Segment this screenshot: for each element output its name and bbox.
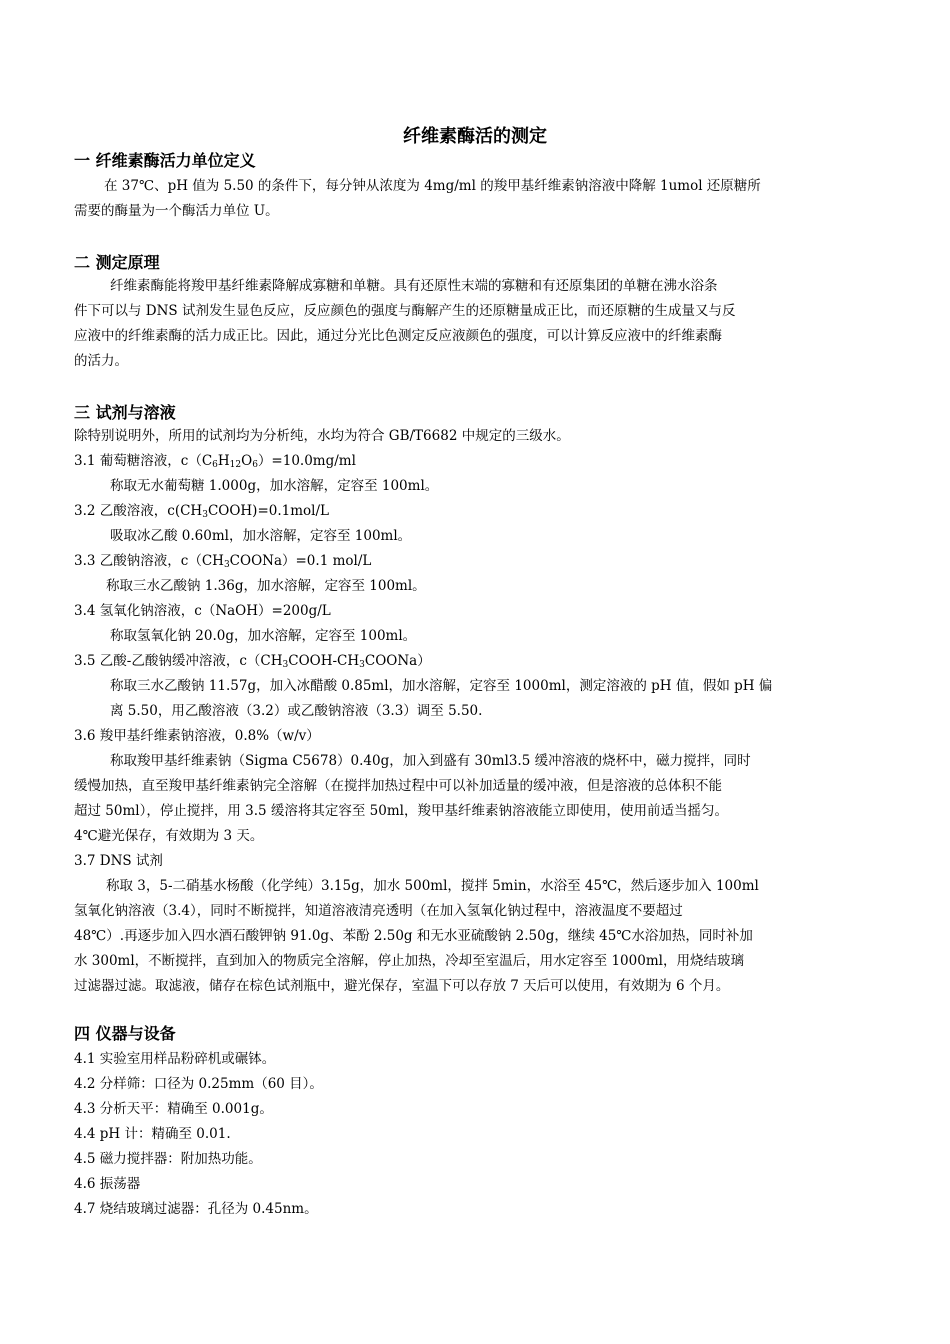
equipment-item: 4.3 分析天平：精确至 0.001g。	[74, 1101, 273, 1117]
equipment-item: 4.6 振荡器	[74, 1176, 141, 1192]
s1-line-2: 需要的酶量为一个酶活力单位 U。	[74, 203, 279, 219]
reagent-3-4-desc: 称取氢氧化钠 20.0g，加水溶解，定容至 100ml。	[110, 628, 417, 644]
section-1-heading: 一 纤维素酶活力单位定义	[74, 151, 256, 170]
reagent-3-6-desc-3: 超过 50ml），停止搅拌，用 3.5 缓溶将其定容至 50ml，羧甲基纤维素钠溶液能立即使用，使用前适当摇匀。	[74, 803, 728, 819]
reagent-3-5-desc-2: 离 5.50，用乙酸溶液（3.2）或乙酸钠溶液（3.3）调至 5.50.	[110, 703, 483, 719]
reagent-3-6-desc-2: 缓慢加热，直至羧甲基纤维素钠完全溶解（在搅拌加热过程中可以补加适量的缓冲液，但是溶液的总体积不能	[74, 778, 722, 794]
s3-intro: 除特别说明外，所用的试剂均为分析纯，水均为符合 GB/T6682 中规定的三级水。	[74, 428, 570, 444]
equipment-item: 4.5 磁力搅拌器：附加热功能。	[74, 1151, 262, 1167]
reagent-3-7-desc-1: 称取 3，5-二硝基水杨酸（化学纯）3.15g，加水 500ml，搅拌 5min，水浴至 45℃，然后逐步加入 100ml	[106, 878, 759, 894]
s2-line-3: 应液中的纤维素酶的活力成正比。因此，通过分光比色测定反应液颜色的强度，可以计算反应液中的纤维素酶	[74, 328, 722, 344]
reagent-3-7-desc-2: 氢氧化钠溶液（3.4），同时不断搅拌，知道溶液清亮透明（在加入氢氧化钠过程中，溶液温度不要超过	[74, 903, 683, 919]
reagent-3-6: 3.6 羧甲基纤维素钠溶液，0.8%（w/v）	[74, 728, 320, 744]
reagent-3-2-desc: 吸取冰乙酸 0.60ml，加水溶解，定容至 100ml。	[110, 528, 412, 544]
section-4-heading: 四 仪器与设备	[74, 1024, 176, 1043]
reagent-3-6-desc-1: 称取羧甲基纤维素钠（Sigma C5678）0.40g，加入到盛有 30ml3.5 缓冲溶液的烧杯中，磁力搅拌，同时	[110, 753, 751, 769]
section-3-heading: 三 试剂与溶液	[74, 403, 176, 422]
document-title: 纤维素酶活的测定	[403, 126, 547, 147]
equipment-item: 4.7 烧结玻璃过滤器：孔径为 0.45nm。	[74, 1201, 318, 1217]
reagent-3-7-desc-3: 48℃）.再逐步加入四水酒石酸钾钠 91.0g、苯酚 2.50g 和无水亚硫酸钠 2.50g，继续 45℃水浴加热，同时补加	[74, 928, 753, 944]
reagent-3-3-desc: 称取三水乙酸钠 1.36g，加水溶解，定容至 100ml。	[106, 578, 426, 594]
section-2-heading: 二 测定原理	[74, 253, 160, 272]
reagent-3-7: 3.7 DNS 试剂	[74, 853, 163, 869]
reagent-3-1-desc: 称取无水葡萄糖 1.000g，加水溶解，定容至 100ml。	[110, 478, 439, 494]
reagent-3-5: 3.5 乙酸-乙酸钠缓冲溶液，$c(CH_3COOH-CH_3COONa)$	[74, 653, 431, 670]
reagent-3-4: 3.4 氢氧化钠溶液，c（NaOH）=200g/L	[74, 603, 331, 619]
s1-line-1: 在 37℃、pH 值为 5.50 的条件下，每分钟从浓度为 4mg/ml 的羧甲基纤维素钠溶液中降解 1umol 还原糖所	[104, 178, 761, 194]
equipment-item: 4.2 分样筛：口径为 0.25mm（60 目）。	[74, 1076, 323, 1092]
s2-line-2: 件下可以与 DNS 试剂发生显色反应，反应颜色的强度与酶解产生的还原糖量成正比，而还原糖的生成量又与反	[74, 303, 736, 319]
reagent-3-5-desc-1: 称取三水乙酸钠 11.57g，加入冰醋酸 0.85ml，加水溶解，定容至 1000ml，测定溶液的 pH 值，假如 pH 偏	[110, 678, 773, 694]
equipment-item: 4.4 pH 计：精确至 0.01.	[74, 1126, 231, 1142]
s2-line-1: 纤维素酶能将羧甲基纤维素降解成寡糖和单糖。具有还原性末端的寡糖和有还原集团的单糖在沸水浴条	[110, 278, 718, 294]
reagent-3-6-desc-4: 4℃避光保存，有效期为 3 天。	[74, 828, 264, 844]
reagent-3-3: 3.3 乙酸钠溶液，$c(CH_3COONa)=0.1$ mol/L	[74, 553, 372, 570]
reagent-3-7-desc-5: 过滤器过滤。取滤液，储存在棕色试剂瓶中，避光保存，室温下可以存放 7 天后可以使用，有效期为 6 个月。	[74, 978, 730, 994]
reagent-3-1: 3.1 葡萄糖溶液，$c(C_6H_{12}O_6)=10.0mg/ml$	[74, 453, 356, 470]
reagent-3-7-desc-4: 水 300ml，不断搅拌，直到加入的物质完全溶解，停止加热，冷却至室温后，用水定容至 1000ml，用烧结玻璃	[74, 953, 744, 969]
reagent-3-2: 3.2 乙酸溶液，$c(CH_3COOH)=0.1mol/L$	[74, 503, 329, 520]
s2-line-4: 的活力。	[74, 353, 128, 369]
equipment-item: 4.1 实验室用样品粉碎机或碾钵。	[74, 1051, 276, 1067]
